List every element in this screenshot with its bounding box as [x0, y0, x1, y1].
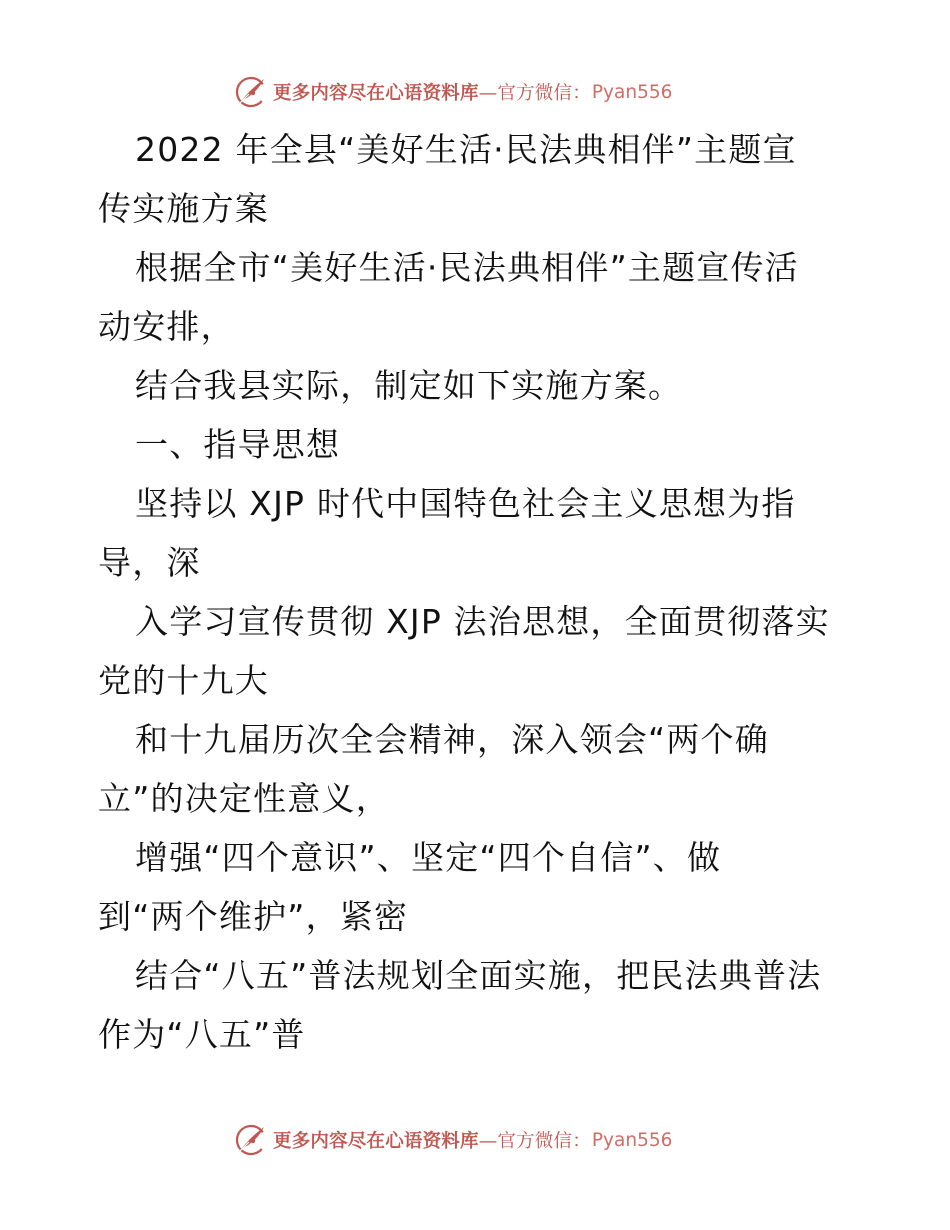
paragraph-text: 增强“四个意识”、坚定“四个自信”、做: [135, 838, 722, 877]
paragraph-line: [98, 533, 918, 592]
paragraph-text: 和十九届历次全会精神，深入领会“两个确: [135, 720, 769, 759]
header-brand-rest: —官方微信：: [478, 83, 591, 104]
title-line-1: [98, 120, 918, 179]
footer-watermark-inner: [233, 1120, 672, 1160]
paragraph-text: 作为“八五”普: [98, 1015, 306, 1054]
footer-account-id: Pyan556: [591, 1129, 673, 1151]
paragraph-text: 入学习宣传贯彻 XJP 法治思想，全面贯彻落实: [135, 602, 830, 641]
paragraph-text: 结合我县实际，制定如下实施方案。: [135, 366, 683, 405]
document-body: [98, 120, 918, 1064]
header-brand-text: [273, 79, 591, 105]
paragraph-text: 动安排，: [98, 307, 235, 346]
paragraph-text: 导，深: [98, 543, 201, 582]
paragraph-text: 立”的决定性意义，: [98, 779, 390, 818]
title-text-1: 2022 年全县“美好生活·民法典相伴”主题宣: [135, 130, 797, 169]
footer-brand-rest: —官方微信：: [478, 1131, 591, 1152]
paragraph-line: [98, 474, 918, 533]
quill-pen-logo-icon: [233, 74, 269, 110]
paragraph-line: [98, 1005, 918, 1064]
paragraph-text: 根据全市“美好生活·民法典相伴”主题宣传活: [135, 248, 799, 287]
footer-watermark: [0, 1120, 950, 1160]
quill-pen-logo-icon: [233, 1122, 269, 1158]
header-watermark: [0, 72, 950, 112]
paragraph-text: 结合“八五”普法规划全面实施，把民法典普法: [135, 956, 822, 995]
footer-brand-text: [273, 1127, 591, 1153]
paragraph-line: [98, 710, 918, 769]
header-brand-bold: 更多内容尽在心语资料库: [273, 83, 479, 104]
section-heading: [98, 415, 918, 474]
paragraph-line: [98, 297, 918, 356]
paragraph-line: [98, 769, 918, 828]
title-text-2: 传实施方案: [98, 189, 269, 228]
header-watermark-inner: [233, 72, 672, 112]
paragraph-text: 到“两个维护”，紧密: [98, 897, 409, 936]
paragraph-line: [98, 887, 918, 946]
title-line-2: [98, 179, 918, 238]
section-heading-text: 一、指导思想: [135, 425, 341, 464]
paragraph-line: [98, 946, 918, 1005]
footer-brand-bold: 更多内容尽在心语资料库: [273, 1131, 479, 1152]
paragraph-line: [98, 828, 918, 887]
paragraph-text: 党的十九大: [98, 661, 269, 700]
paragraph-line: [98, 356, 918, 415]
paragraph-line: [98, 238, 918, 297]
header-account-id: Pyan556: [591, 81, 673, 103]
paragraph-line: [98, 651, 918, 710]
paragraph-text: 坚持以 XJP 时代中国特色社会主义思想为指: [135, 484, 796, 523]
paragraph-line: [98, 592, 918, 651]
